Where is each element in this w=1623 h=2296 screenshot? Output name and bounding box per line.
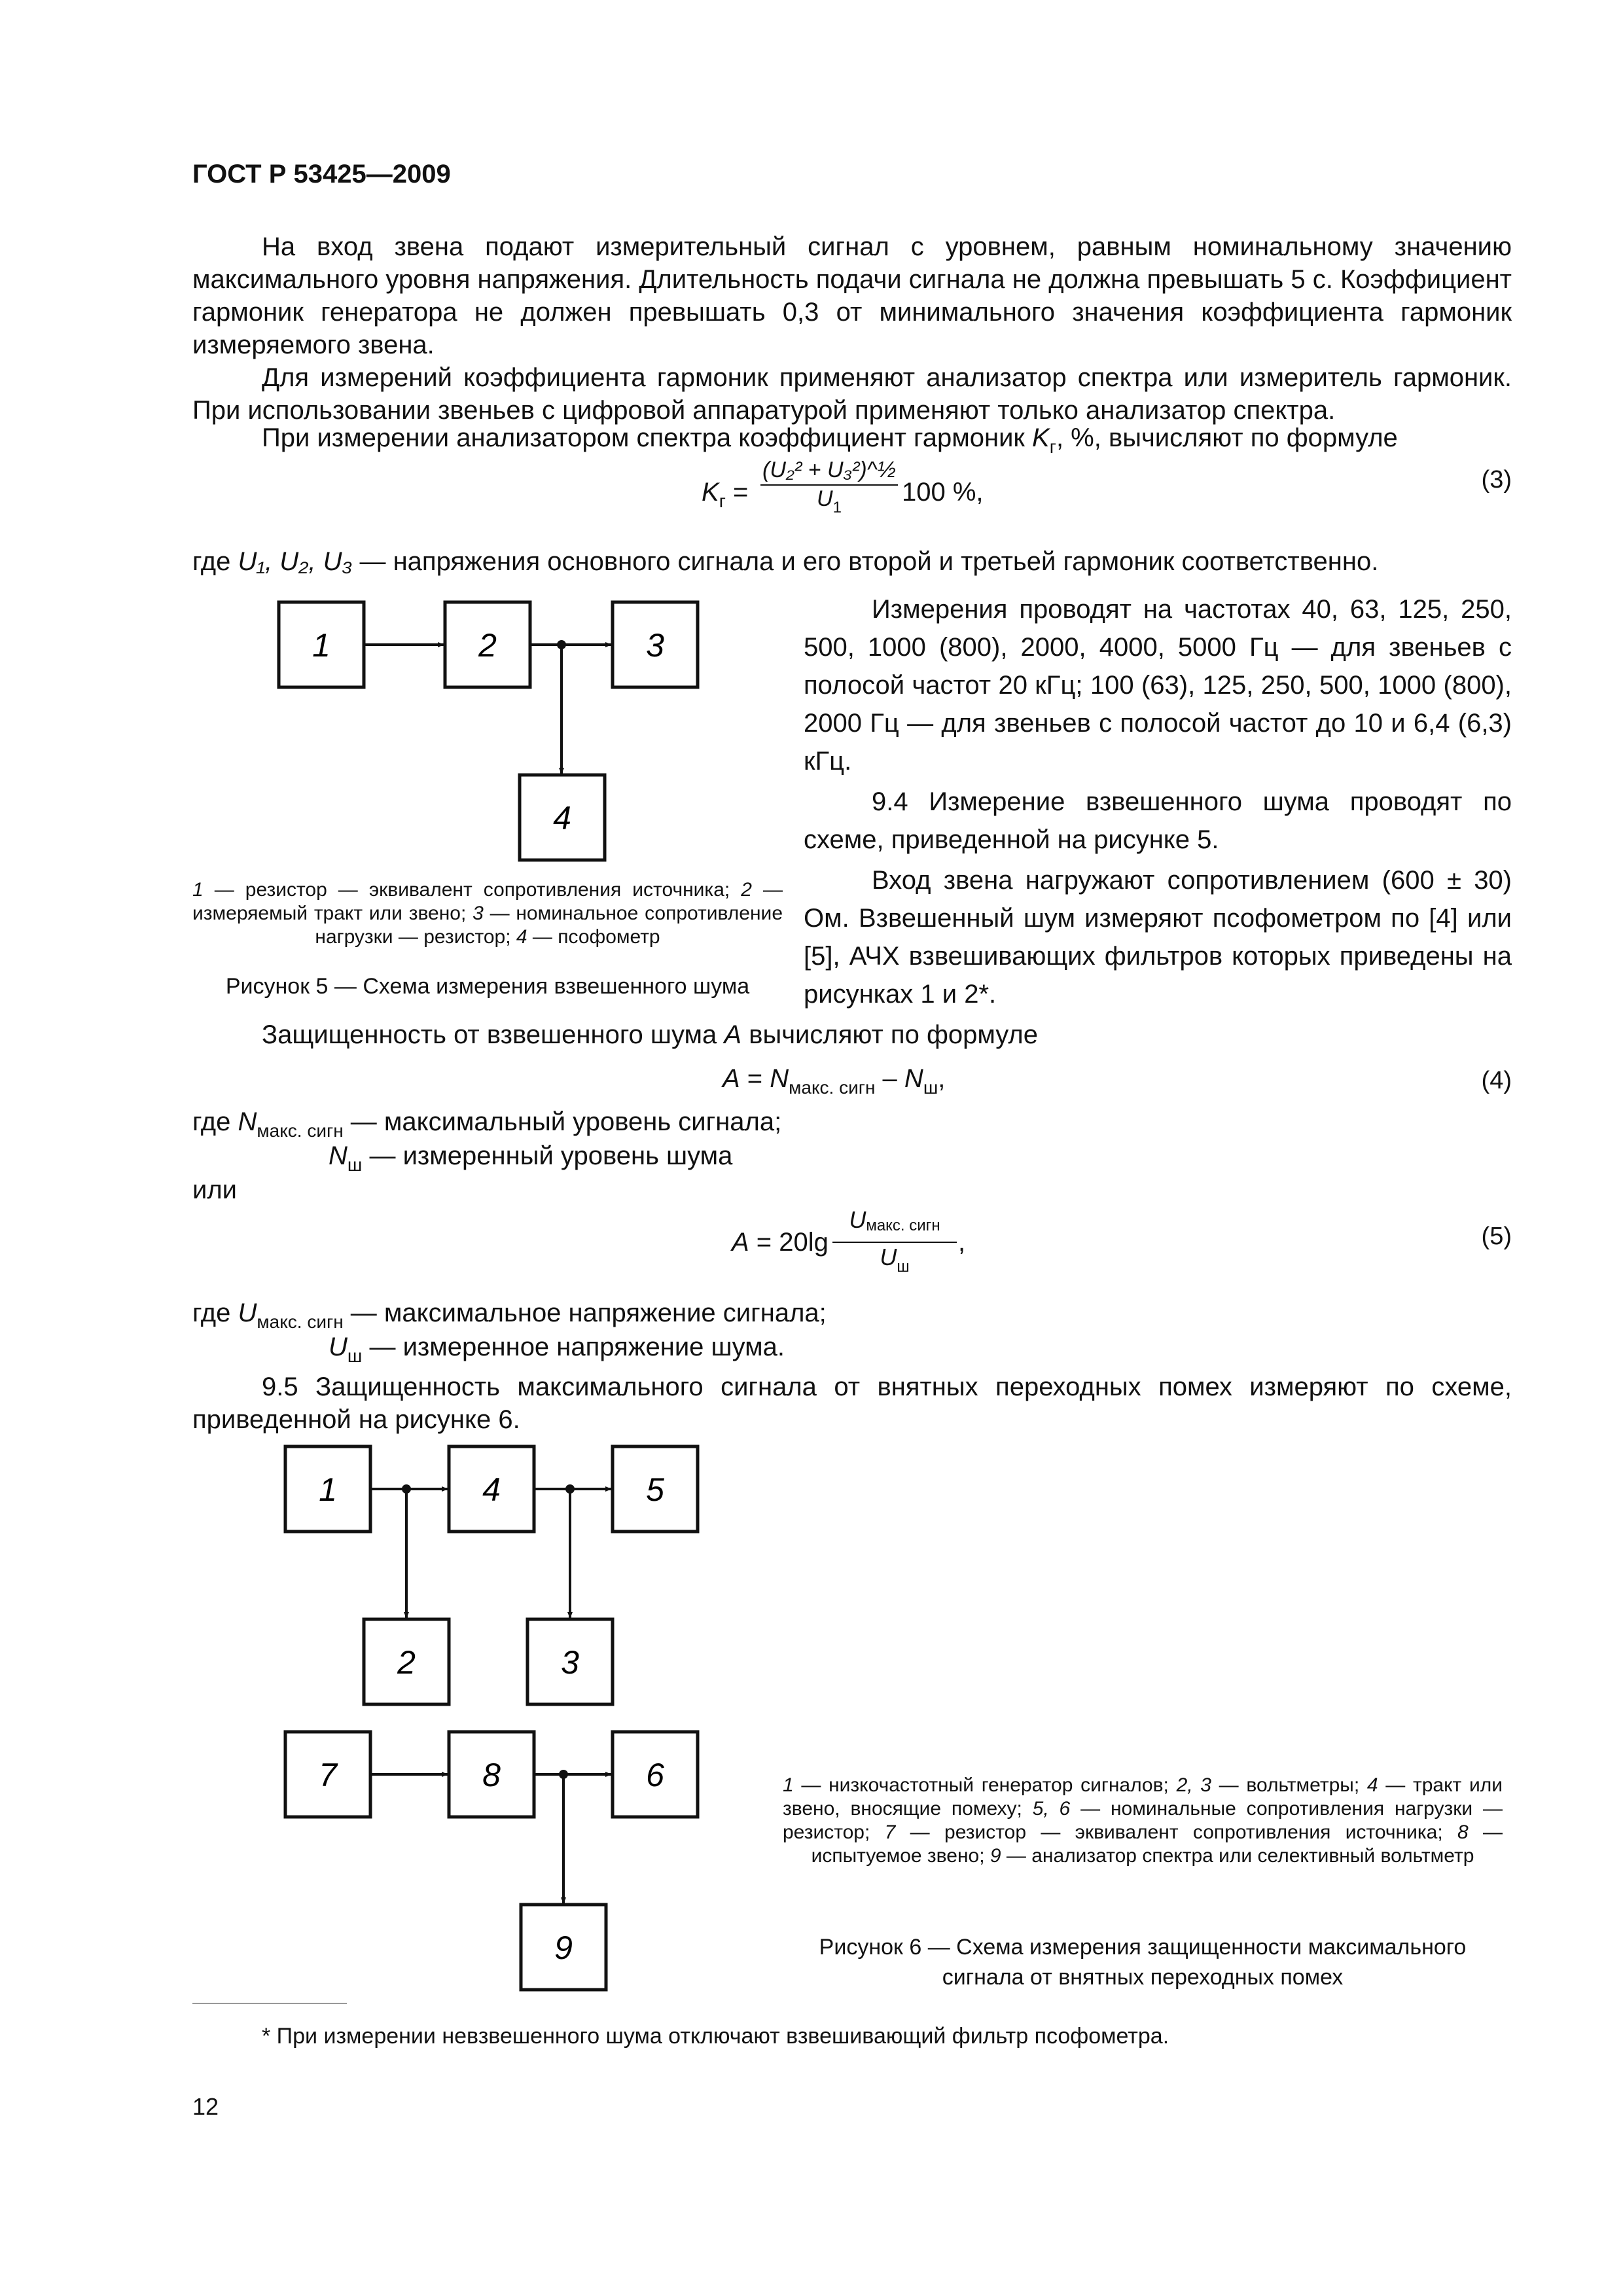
where-u-voltages: где U₁, U₂, U₃ — напряжения основного сигнала и его второй и третьей гармоник соответственно. bbox=[192, 547, 1379, 576]
equation-number-5: (5) bbox=[1481, 1223, 1512, 1250]
formula-5-denominator: $U_ш$ bbox=[880, 1244, 910, 1276]
figure-6-legend: 1 — низкочастотный генератор сигналов; 2, 3 — вольтметры; 4 — тракт или звено, вносящие помеху; 5, 6 — номинальные сопротивления нагрузки — резистор; 7 — резистор — эквивалент сопротивления источника; 8 — испытуемое звено; 9 — анализатор спектра или селективный вольтметр bbox=[783, 1774, 1503, 1867]
where-u-noise: $U_ш$ — измеренное напряжение шума. bbox=[329, 1333, 785, 1366]
fig6-label-9: 9 bbox=[554, 1929, 573, 1966]
fig6-label-7: 7 bbox=[319, 1757, 337, 1793]
fig5-label-1: 1 bbox=[312, 627, 330, 664]
right-column-text bbox=[804, 590, 1512, 1013]
where-n-noise: $N_ш$ — измеренный уровень шума bbox=[329, 1141, 733, 1175]
equation-number-4: (4) bbox=[1481, 1067, 1512, 1094]
fig6-label-8: 8 bbox=[482, 1757, 501, 1793]
paragraph-input-signal: На вход звена подают измерительный сигнал с уровнем, равным номинальному значению максимального уровня напряжения. Длительность подачи сигнала не должна превышать 5 с. Коэффициент гармоник генератора не должен превышать 0,3 от минимального значения коэффициента гармоник измеряемого звена. bbox=[192, 232, 1512, 359]
footnote-separator bbox=[192, 2003, 347, 2004]
figure-5-diagram bbox=[268, 589, 740, 877]
figure-5-caption: Рисунок 5 — Схема измерения взвешенного шума bbox=[225, 974, 750, 999]
where-u-max: где $U_{макс. сигн}$ — максимальное напряжение сигнала; bbox=[192, 1299, 827, 1332]
formula-4: $A = N_{макс. сигн} - N_ш$, bbox=[722, 1064, 946, 1098]
footnote: * При измерении невзвешенного шума отключают взвешивающий фильтр псофометра. bbox=[262, 2024, 1169, 2049]
formula-5-fraction bbox=[832, 1207, 957, 1282]
paragraph-frequencies: Измерения проводят на частотах 40, 63, 125, 250, 500, 1000 (800), 2000, 4000, 5000 Гц — для звеньев с полосой частот 20 кГц; 100 (63), 125, 250, 500, 1000 (800), 2000 Гц — для звеньев с полосой частот до 10 и 6,4 (6,3) кГц. bbox=[804, 595, 1512, 776]
formula-3-fraction bbox=[760, 457, 898, 521]
or-word: или bbox=[192, 1175, 238, 1204]
formula-5-lhs: A = 20lg bbox=[732, 1228, 829, 1257]
paragraph-spectrum-analyzer: При измерении анализатором спектра коэффициент гармоник $K_г$, %, вычисляют по формуле bbox=[262, 423, 1398, 457]
figure-5-legend: 1 — резистор — эквивалент сопротивления источника; 2 — измеряемый тракт или звено; 3 — номинальное сопротивление нагрузки — резистор; 4 — псофометр bbox=[192, 879, 783, 948]
fig6-label-6: 6 bbox=[646, 1757, 664, 1793]
paragraph-harmonics-measurement: Для измерений коэффициента гармоник применяют анализатор спектра или измеритель гармоник. При использовании звеньев с цифровой аппаратурой применяют только анализатор спектра. bbox=[192, 363, 1512, 425]
fig5-label-2: 2 bbox=[478, 627, 497, 664]
fig6-label-5: 5 bbox=[646, 1471, 664, 1508]
formula-3-tail: 100 %, bbox=[902, 478, 984, 507]
page-number: 12 bbox=[192, 2093, 219, 2120]
fig6-label-4: 4 bbox=[482, 1471, 501, 1508]
equation-number-3: (3) bbox=[1481, 466, 1512, 493]
fig6-label-2: 2 bbox=[397, 1644, 416, 1681]
paragraph-9-5: 9.5 Защищенность максимального сигнала от внятных переходных помех измеряют по схеме, приведенной на рисунке 6. bbox=[192, 1372, 1512, 1434]
paragraph-9-4: 9.4 Измерение взвешенного шума проводят по схеме, приведенной на рисунке 5. bbox=[804, 787, 1512, 854]
formula-3-denominator: $U_1$ bbox=[817, 486, 842, 516]
where-n-max: где $N_{макс. сигн}$ — максимальный уровень сигнала; bbox=[192, 1107, 782, 1141]
formula-3-numerator: (U₂² + U₃²)^½ bbox=[762, 457, 896, 482]
formula-5-tail: , bbox=[958, 1228, 966, 1257]
formula-3-lhs: $K_г$ = bbox=[702, 478, 749, 511]
formula-5-numerator: Uмакс. сигн bbox=[849, 1206, 940, 1234]
fig5-label-4: 4 bbox=[553, 800, 571, 836]
figure-6-diagram bbox=[275, 1433, 746, 2003]
fig6-label-1: 1 bbox=[319, 1471, 337, 1508]
document-header: ГОСТ Р 53425—2009 bbox=[192, 160, 451, 188]
paragraph-protection-noise: Защищенность от взвешенного шума A вычисляют по формуле bbox=[262, 1020, 1039, 1049]
fig6-label-3: 3 bbox=[561, 1644, 579, 1681]
paragraph-input-load: Вход звена нагружают сопротивлением (600 ± 30) Ом. Взвешенный шум измеряют псофометром по [4] или [5], АЧХ взвешивающих фильтров которых приведены на рисунках 1 и 2*. bbox=[804, 866, 1512, 1009]
fig5-label-3: 3 bbox=[646, 627, 664, 664]
figure-6-caption: Рисунок 6 — Схема измерения защищенности максимального сигнала от внятных переходных помех bbox=[819, 1935, 1467, 1990]
